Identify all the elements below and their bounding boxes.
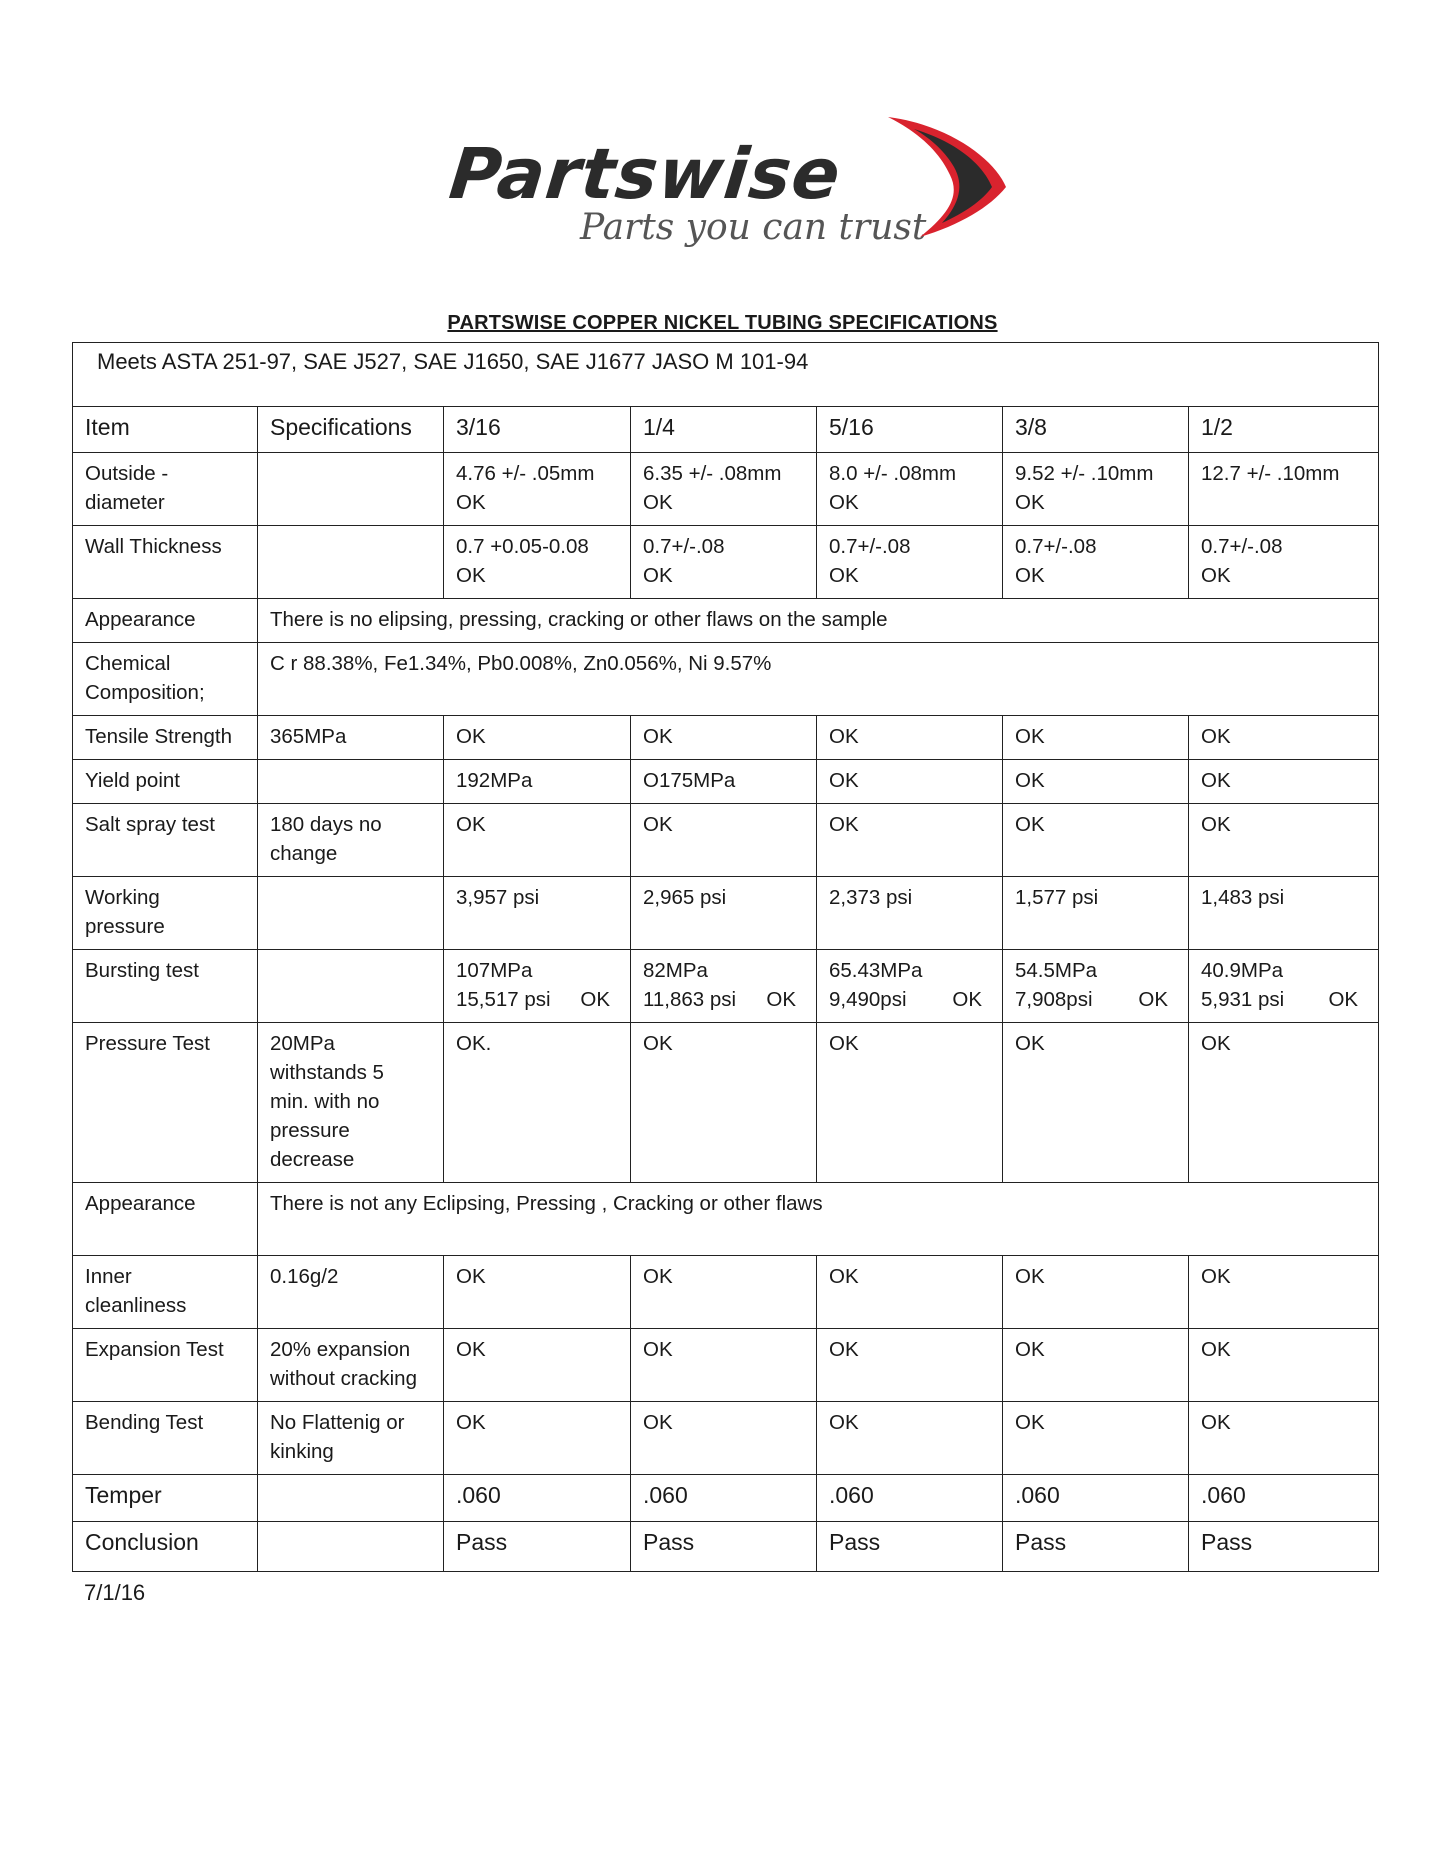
row-item-label: Chemical Composition; (73, 643, 258, 716)
row-size-value: OK (631, 1023, 817, 1183)
row-size-value: OK (444, 1256, 631, 1329)
burst-mpa: 54.5MPa (1015, 959, 1098, 982)
burst-status: OK (952, 988, 982, 1011)
row-size-value: OK (444, 716, 631, 760)
table-row (73, 1183, 1379, 1256)
row-size-value: OK (631, 1256, 817, 1329)
row-size-value: OK (444, 1329, 631, 1402)
row-spec-value (258, 950, 444, 1023)
row-item-label: Yield point (73, 760, 258, 804)
row-spec-value (258, 453, 444, 526)
row-size-value: 9.52 +/- .10mm OK (1003, 453, 1189, 526)
row-size-value: Pass (444, 1522, 631, 1572)
header-size: 1/2 (1189, 407, 1379, 453)
row-size-value (1003, 950, 1189, 1023)
table-row (73, 643, 1379, 716)
row-size-value: OK (1189, 1402, 1379, 1475)
row-size-value: OK (817, 1023, 1003, 1183)
row-size-value: .060 (817, 1475, 1003, 1522)
row-size-value (631, 950, 817, 1023)
header-size: 3/8 (1003, 407, 1189, 453)
row-size-value: .060 (1189, 1475, 1379, 1522)
row-spec-value: No Flattenig or kinking (258, 1402, 444, 1475)
row-size-value: OK (817, 716, 1003, 760)
row-item-label: Temper (73, 1475, 258, 1522)
row-spec-value: 365MPa (258, 716, 444, 760)
row-spec-value: 20% expansion without cracking (258, 1329, 444, 1402)
row-item-label: Salt spray test (73, 804, 258, 877)
table-row (73, 1522, 1379, 1572)
document-date: 7/1/16 (84, 1580, 146, 1605)
row-spec-value (258, 1475, 444, 1522)
row-size-value: OK (1003, 1329, 1189, 1402)
burst-status: OK (580, 988, 610, 1011)
row-item-label: Expansion Test (73, 1329, 258, 1402)
burst-mpa: 107MPa (456, 959, 533, 982)
row-size-value: OK (1189, 1023, 1379, 1183)
row-full-value: There is not any Eclipsing, Pressing , Cracking or other flaws (258, 1183, 1379, 1256)
table-row (73, 760, 1379, 804)
row-spec-value: 180 days no change (258, 804, 444, 877)
row-spec-value (258, 1522, 444, 1572)
row-item-label: Inner cleanliness (73, 1256, 258, 1329)
row-size-value: 0.7+/-.08 OK (1189, 526, 1379, 599)
row-size-value: 0.7+/-.08 OK (1003, 526, 1189, 599)
table-row (73, 1023, 1379, 1183)
row-size-value: .060 (1003, 1475, 1189, 1522)
row-full-value: There is no elipsing, pressing, cracking or other flaws on the sample (258, 599, 1379, 643)
row-item-label: Pressure Test (73, 1023, 258, 1183)
table-row (73, 877, 1379, 950)
row-size-value: OK (444, 1402, 631, 1475)
row-size-value: OK (817, 804, 1003, 877)
row-size-value: 2,373 psi (817, 877, 1003, 950)
row-size-value: 0.7 +0.05-0.08 OK (444, 526, 631, 599)
header-size: 3/16 (444, 407, 631, 453)
row-size-value (444, 950, 631, 1023)
header-size: 5/16 (817, 407, 1003, 453)
row-item-label: Working pressure (73, 877, 258, 950)
row-item-label: Appearance (73, 1183, 258, 1256)
brand-tagline: Parts you can trust (580, 207, 927, 248)
row-spec-value: 0.16g/2 (258, 1256, 444, 1329)
row-size-value: 0.7+/-.08 OK (817, 526, 1003, 599)
meets-standards: Meets ASTA 251-97, SAE J527, SAE J1650, SAE J1677 JASO M 101-94 (73, 343, 1379, 407)
burst-status: OK (766, 988, 796, 1011)
row-size-value: OK (817, 1329, 1003, 1402)
row-full-value: C r 88.38%, Fe1.34%, Pb0.008%, Zn0.056%, Ni 9.57% (258, 643, 1379, 716)
row-size-value: OK (1189, 804, 1379, 877)
row-size-value: 0.7+/-.08 OK (631, 526, 817, 599)
header-item: Item (73, 407, 258, 453)
row-size-value: OK (817, 760, 1003, 804)
row-size-value: OK (1189, 1256, 1379, 1329)
row-size-value: OK (631, 804, 817, 877)
burst-status: OK (1328, 988, 1359, 1011)
row-size-value: 2,965 psi (631, 877, 817, 950)
row-size-value: Pass (1189, 1522, 1379, 1572)
row-size-value: 192MPa (444, 760, 631, 804)
row-spec-value (258, 760, 444, 804)
row-size-value: OK (1003, 760, 1189, 804)
row-item-label: Conclusion (73, 1522, 258, 1572)
row-size-value: OK (1003, 1402, 1189, 1475)
brand-name: Partswise (445, 133, 845, 215)
burst-mpa: 82MPa (643, 959, 708, 982)
table-row (73, 1329, 1379, 1402)
table-row (73, 526, 1379, 599)
burst-mpa: 40.9MPa (1201, 959, 1284, 982)
table-row (73, 804, 1379, 877)
row-size-value: OK (817, 1402, 1003, 1475)
row-size-value: OK (1003, 1023, 1189, 1183)
row-size-value: OK. (444, 1023, 631, 1183)
row-size-value: 3,957 psi (444, 877, 631, 950)
table-row (73, 453, 1379, 526)
burst-psi: 7,908psi (1015, 988, 1093, 1011)
row-size-value: 4.76 +/- .05mm OK (444, 453, 631, 526)
row-size-value: OK (631, 1329, 817, 1402)
row-spec-value: 20MPa withstands 5 min. with no pressure decrease (258, 1023, 444, 1183)
burst-psi: 15,517 psi (456, 988, 551, 1011)
row-size-value: Pass (817, 1522, 1003, 1572)
row-size-value: OK (1003, 716, 1189, 760)
document-title: PARTSWISE COPPER NICKEL TUBING SPECIFICATIONS (447, 312, 998, 334)
specifications-table (72, 342, 1379, 1572)
table-row (73, 1256, 1379, 1329)
burst-mpa: 65.43MPa (829, 959, 923, 982)
row-size-value (817, 950, 1003, 1023)
table-row (73, 1402, 1379, 1475)
row-size-value: OK (1003, 804, 1189, 877)
row-size-value: Pass (631, 1522, 817, 1572)
row-item-label: Bending Test (73, 1402, 258, 1475)
row-size-value: .060 (631, 1475, 817, 1522)
row-size-value: OK (1189, 760, 1379, 804)
row-size-value: OK (817, 1256, 1003, 1329)
row-size-value: OK (444, 804, 631, 877)
row-size-value: O175MPa (631, 760, 817, 804)
row-item-label: Tensile Strength (73, 716, 258, 760)
row-size-value: 8.0 +/- .08mm OK (817, 453, 1003, 526)
burst-status: OK (1138, 988, 1168, 1011)
row-item-label: Bursting test (73, 950, 258, 1023)
row-size-value: 12.7 +/- .10mm (1189, 453, 1379, 526)
table-row (73, 1475, 1379, 1522)
burst-psi: 9,490psi (829, 988, 907, 1011)
header-row (73, 407, 1379, 453)
row-size-value (1189, 950, 1379, 1023)
row-size-value: OK (631, 1402, 817, 1475)
row-spec-value (258, 526, 444, 599)
row-size-value: .060 (444, 1475, 631, 1522)
row-size-value: 6.35 +/- .08mm OK (631, 453, 817, 526)
meets-row (73, 343, 1379, 407)
row-size-value: OK (1189, 1329, 1379, 1402)
table-row (73, 950, 1379, 1023)
row-size-value: 1,483 psi (1189, 877, 1379, 950)
row-size-value: OK (1003, 1256, 1189, 1329)
swoosh-icon (880, 115, 1010, 240)
header-specifications: Specifications (258, 407, 444, 453)
row-size-value: OK (631, 716, 817, 760)
row-item-label: Appearance (73, 599, 258, 643)
brand-logo (445, 115, 1010, 255)
header-size: 1/4 (631, 407, 817, 453)
row-size-value: 1,577 psi (1003, 877, 1189, 950)
burst-psi: 11,863 psi (643, 988, 737, 1011)
row-size-value: OK (1189, 716, 1379, 760)
burst-psi: 5,931 psi (1201, 988, 1285, 1011)
row-item-label: Wall Thickness (73, 526, 258, 599)
row-item-label: Outside - diameter (73, 453, 258, 526)
row-spec-value (258, 877, 444, 950)
table-row (73, 716, 1379, 760)
row-size-value: Pass (1003, 1522, 1189, 1572)
table-row (73, 599, 1379, 643)
